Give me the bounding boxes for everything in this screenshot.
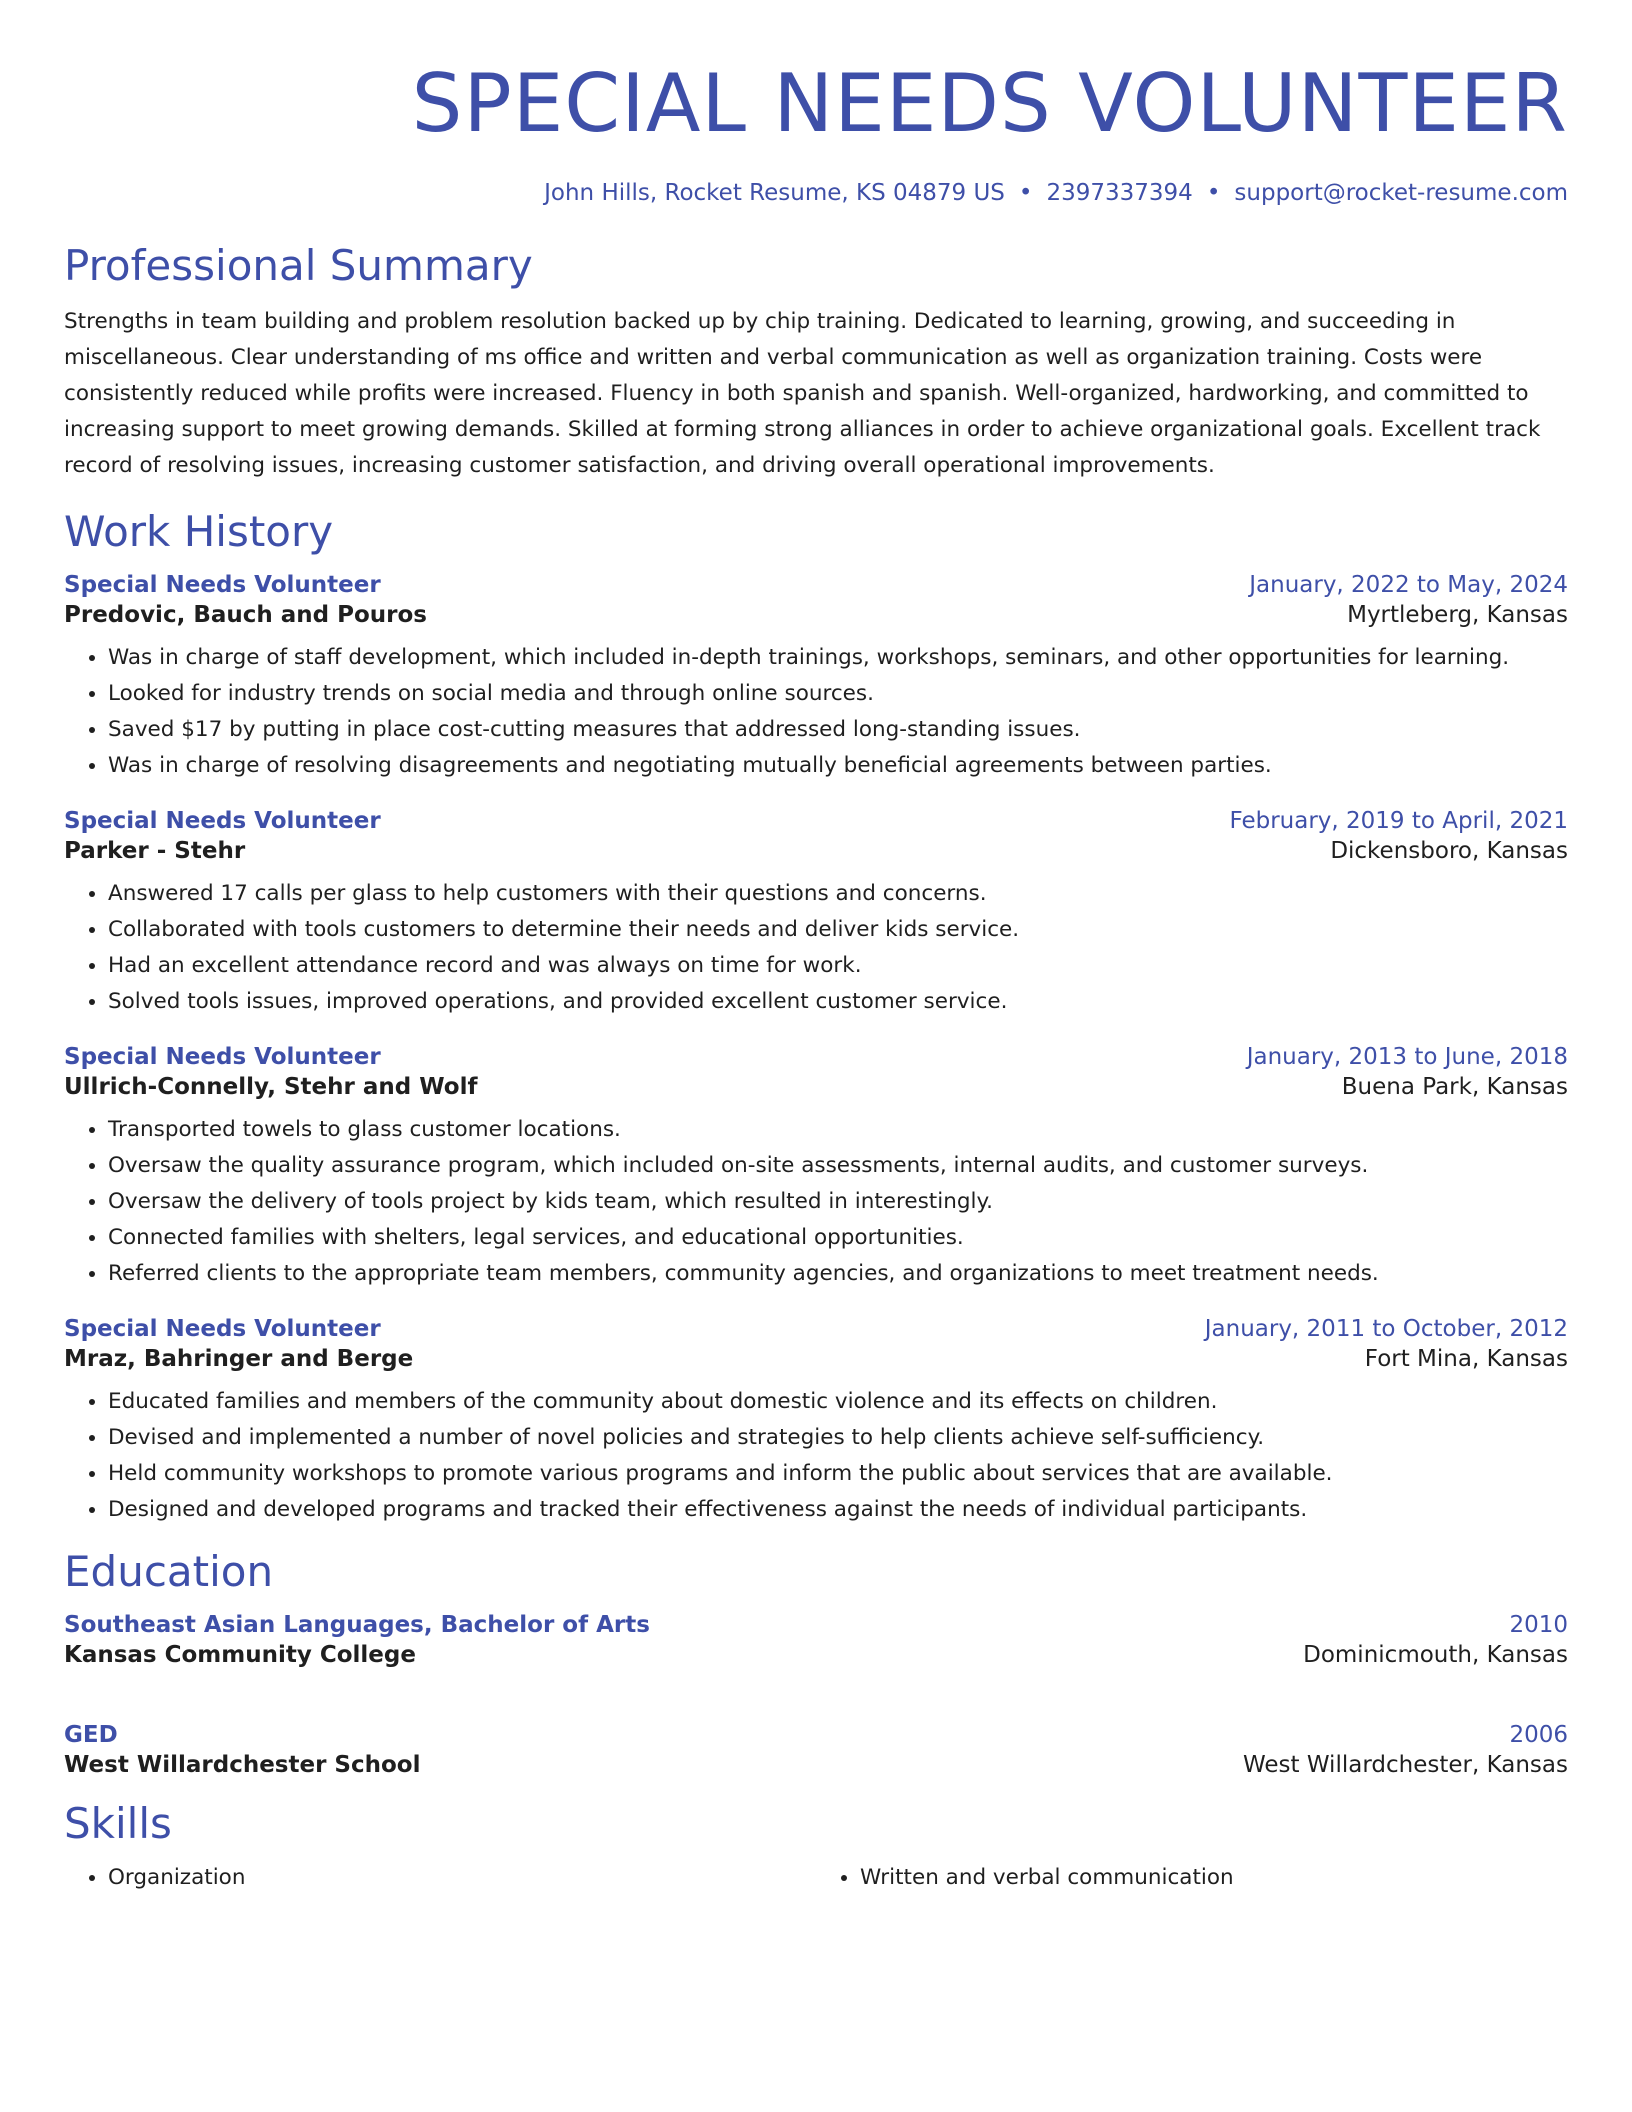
contact-email: support@rocket-resume.com	[1234, 180, 1568, 206]
job-location: Dickensboro, Kansas	[1330, 838, 1568, 864]
job-dates: January, 2011 to October, 2012	[1204, 1316, 1568, 1342]
job-title: Special Needs Volunteer	[64, 572, 381, 598]
contact-line	[64, 178, 1568, 208]
list-item: • Designed and developed programs and tracked their effectiveness against the needs of individual participants.	[108, 1492, 1568, 1528]
education-location: West Willardchester, Kansas	[1242, 1752, 1568, 1778]
job-dates: January, 2022 to May, 2024	[1249, 572, 1568, 598]
resume-title: SPECIAL NEEDS VOLUNTEER	[411, 57, 1568, 150]
list-item: • Connected families with shelters, legal services, and educational opportunities.	[108, 1220, 1568, 1256]
skills-column-right	[816, 1860, 1568, 1896]
summary-heading: Professional Summary	[64, 241, 533, 290]
skills-list	[64, 1860, 1568, 1896]
job-bullets	[64, 1112, 1568, 1292]
education-heading: Education	[64, 1547, 274, 1596]
contact-separator: •	[1206, 180, 1221, 206]
job-bullets	[64, 876, 1568, 1020]
education-entry	[64, 1610, 1568, 1670]
job-location: Myrtleberg, Kansas	[1347, 602, 1568, 628]
skills-column-left	[64, 1860, 816, 1896]
list-item: • Written and verbal communication	[860, 1860, 1568, 1896]
list-item: • Organization	[108, 1860, 816, 1896]
education-degree: GED	[64, 1722, 118, 1748]
job-title: Special Needs Volunteer	[64, 808, 381, 834]
job-dates: January, 2013 to June, 2018	[1246, 1044, 1568, 1070]
job-location: Fort Mina, Kansas	[1364, 1346, 1568, 1372]
job-entry	[64, 1042, 1568, 1292]
list-item: • Looked for industry trends on social media and through online sources.	[108, 676, 1568, 712]
education-location: Dominicmouth, Kansas	[1303, 1642, 1568, 1668]
job-entry	[64, 806, 1568, 1020]
job-entry	[64, 1314, 1568, 1528]
job-bullets	[64, 1384, 1568, 1528]
job-title: Special Needs Volunteer	[64, 1316, 381, 1342]
list-item: • Oversaw the delivery of tools project by kids team, which resulted in interestingly.	[108, 1184, 1568, 1220]
list-item: • Referred clients to the appropriate team members, community agencies, and organizations to meet treatment needs.	[108, 1256, 1568, 1292]
education-entry	[64, 1720, 1568, 1780]
list-item: • Held community workshops to promote various programs and inform the public about services that are available.	[108, 1456, 1568, 1492]
list-item: • Devised and implemented a number of novel policies and strategies to help clients achieve self-sufficiency.	[108, 1420, 1568, 1456]
job-title: Special Needs Volunteer	[64, 1044, 381, 1070]
list-item: • Oversaw the quality assurance program, which included on-site assessments, internal audits, and customer surveys.	[108, 1148, 1568, 1184]
work-history-heading: Work History	[64, 507, 334, 556]
list-item: • Transported towels to glass customer locations.	[108, 1112, 1568, 1148]
list-item: • Solved tools issues, improved operations, and provided excellent customer service.	[108, 984, 1568, 1020]
job-location: Buena Park, Kansas	[1341, 1074, 1568, 1100]
contact-separator: •	[1018, 180, 1033, 206]
list-item: • Was in charge of resolving disagreements and negotiating mutually beneficial agreements between parties.	[108, 748, 1568, 784]
list-item: • Collaborated with tools customers to determine their needs and deliver kids service.	[108, 912, 1568, 948]
job-company: Ullrich-Connelly, Stehr and Wolf	[64, 1074, 478, 1100]
job-dates: February, 2019 to April, 2021	[1229, 808, 1568, 834]
list-item: • Had an excellent attendance record and was always on time for work.	[108, 948, 1568, 984]
contact-phone: 2397337394	[1046, 180, 1193, 206]
job-bullets	[64, 640, 1568, 784]
education-school: Kansas Community College	[64, 1642, 416, 1668]
education-school: West Willardchester School	[64, 1752, 421, 1778]
contact-address: John Hills, Rocket Resume, KS 04879 US	[544, 180, 1005, 206]
summary-text: Strengths in team building and problem resolution backed up by chip training. Dedicated to learning, growing, and succeeding in miscellaneous. Clear understanding of ms office and written and verbal communication as well as organization training. Costs were consistently reduced while profits were increased. Fluency in both spanish and spanish. Well-organized, hardworking, and committed to increasing support to meet growing demands. Skilled at forming strong alliances in order to achieve organizational goals. Excellent track record of resolving issues, increasing customer satisfaction, and driving overall operational improvements.	[64, 309, 1541, 478]
education-year: 2010	[1509, 1612, 1568, 1638]
job-company: Predovic, Bauch and Pouros	[64, 602, 427, 628]
skills-heading: Skills	[64, 1799, 172, 1848]
job-company: Parker - Stehr	[64, 838, 246, 864]
list-item: • Saved $17 by putting in place cost-cutting measures that addressed long-standing issues.	[108, 712, 1568, 748]
list-item: • Answered 17 calls per glass to help customers with their questions and concerns.	[108, 876, 1568, 912]
job-company: Mraz, Bahringer and Berge	[64, 1346, 414, 1372]
job-entry	[64, 570, 1568, 784]
list-item: • Was in charge of staff development, which included in-depth trainings, workshops, seminars, and other opportunities for learning.	[108, 640, 1568, 676]
education-year: 2006	[1509, 1722, 1568, 1748]
list-item: • Educated families and members of the community about domestic violence and its effects on children.	[108, 1384, 1568, 1420]
education-degree: Southeast Asian Languages, Bachelor of Arts	[64, 1612, 650, 1638]
